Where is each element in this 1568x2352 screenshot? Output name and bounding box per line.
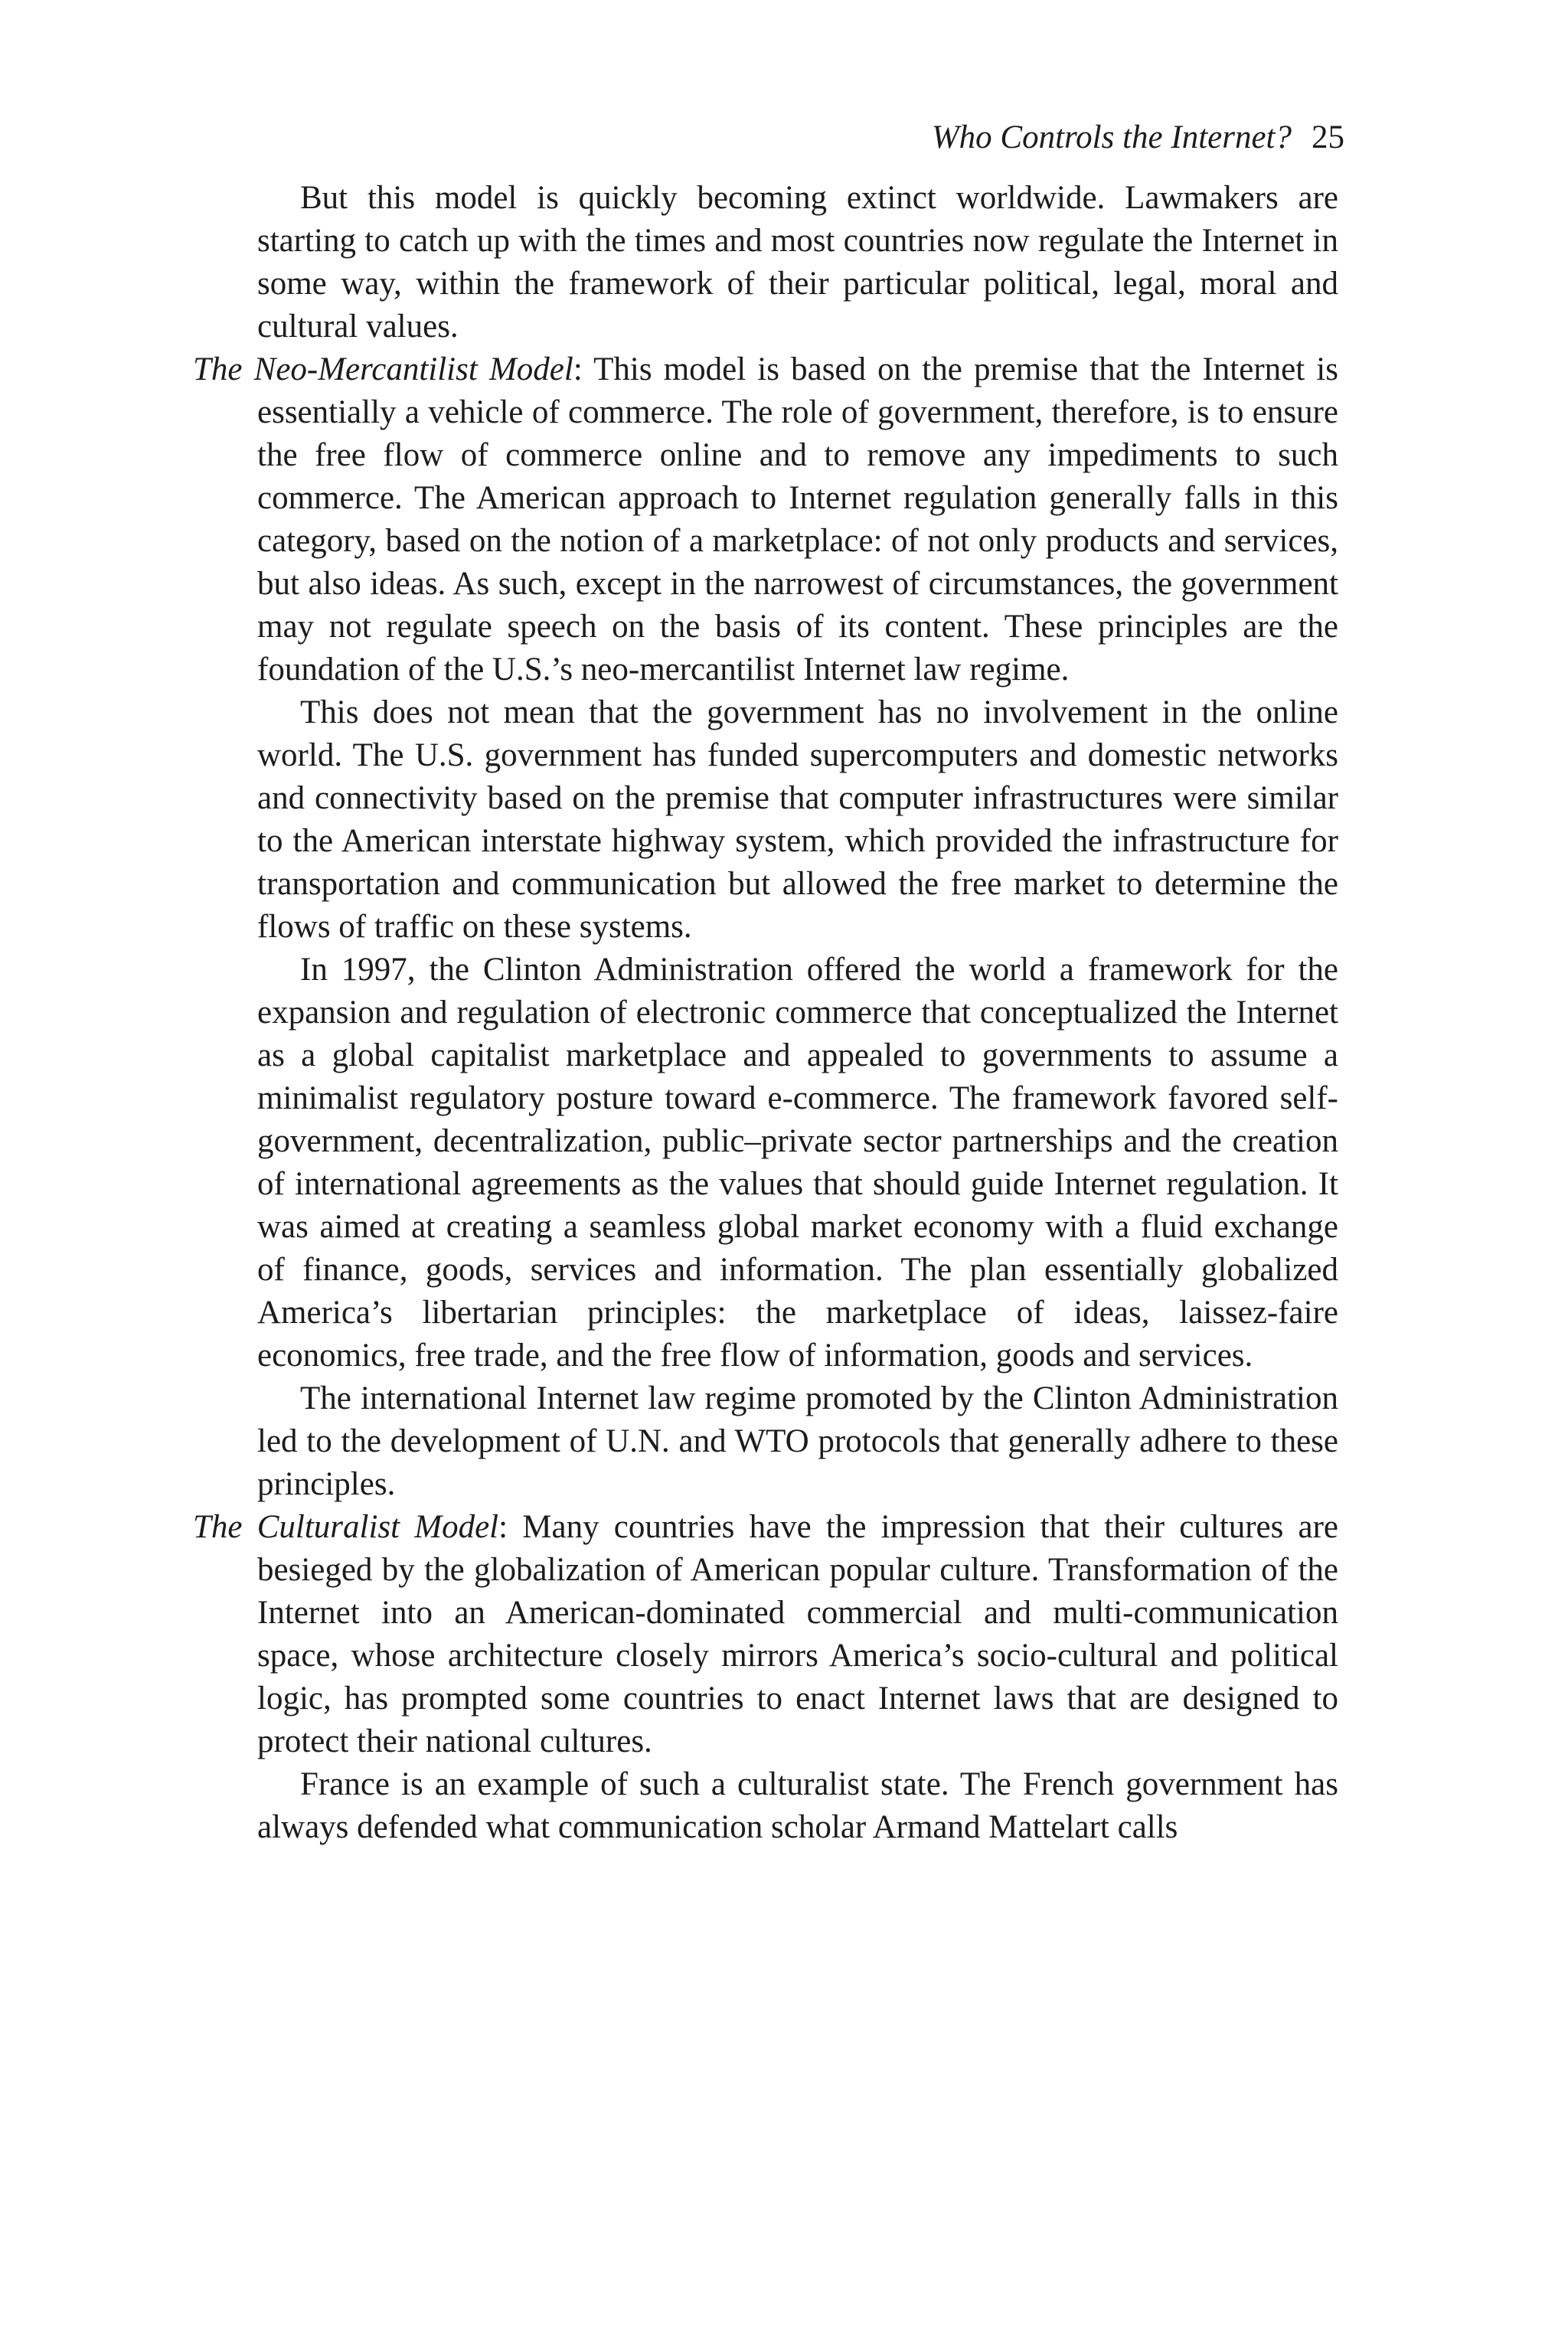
model-term: The Culturalist Model (193, 1509, 499, 1545)
paragraph-text: This does not mean that the government has no involvement in the online world. The U.S. government has funded supercomputers and domestic networks and connectivity based on the premise that computer infrastructures were similar to the American interstate highway system, which provided the infrastructure for transportation and communication but allowed the free market to determine the flows of traffic on these systems. (257, 694, 1338, 945)
model-term: The Neo-Mercantilist Model (193, 351, 573, 387)
paragraph-text: But this model is quickly becoming extinct worldwide. Lawmakers are starting to catch up with the times and most countries now regulate the Internet in some way, within the framework of their particular political, legal, moral and cultural values. (257, 180, 1338, 345)
model-paragraph-neo-mercantilist (193, 348, 1338, 691)
model-paragraph-culturalist (193, 1506, 1339, 1763)
paragraph (257, 949, 1338, 1377)
paragraph (257, 691, 1338, 949)
body-text (193, 177, 1339, 1849)
paragraph-text: : This model is based on the premise that the Internet is essentially a vehicle of commerce. The role of government, therefore, is to ensure the free flow of commerce online and to remove any impediments to such commerce. The American approach to Internet regulation generally falls in this category, based on the notion of a marketplace: of not only products and services, but also ideas. As such, except in the narrowest of circumstances, the government may not regulate speech on the basis of its content. These principles are the foundation of the U.S.’s neo-mercantilist Internet law regime. (257, 351, 1338, 688)
paragraph-text: In 1997, the Clinton Administration offered the world a framework for the expansion and regulation of electronic commerce that conceptualized the Internet as a global capitalist marketplace and appealed to governments to assume a minimalist regulatory posture toward e-commerce. The framework favored self-government, decentralization, public–private sector partnerships and the creation of international agreements as the values that should guide Internet regulation. It was aimed at creating a seamless global market economy with a fluid exchange of finance, goods, services and information. The plan essentially globalized America’s libertarian principles: the marketplace of ideas, laissez-faire economics, free trade, and the free flow of information, goods and services. (257, 952, 1338, 1374)
paragraph (257, 1377, 1338, 1506)
paragraph (257, 1763, 1338, 1849)
page-number: 25 (1312, 119, 1344, 155)
paragraph-text: France is an example of such a culturalist state. The French government has always defended what communication scholar Armand Mattelart calls (257, 1766, 1338, 1845)
paragraph-text: The international Internet law regime promoted by the Clinton Administration led to the development of U.N. and WTO protocols that generally adhere to these principles. (257, 1380, 1338, 1502)
paragraph (257, 177, 1338, 348)
running-head (932, 115, 1344, 161)
running-title: Who Controls the Internet? (931, 119, 1292, 155)
paragraph-text: : Many countries have the impression that their cultures are besieged by the globalization of American popular culture. Transformation of the Internet into an American-dominated commercial and multi-communication space, whose architecture closely mirrors America’s socio-cultural and political logic, has prompted some countries to enact Internet laws that are designed to protect their national cultures. (257, 1509, 1339, 1759)
